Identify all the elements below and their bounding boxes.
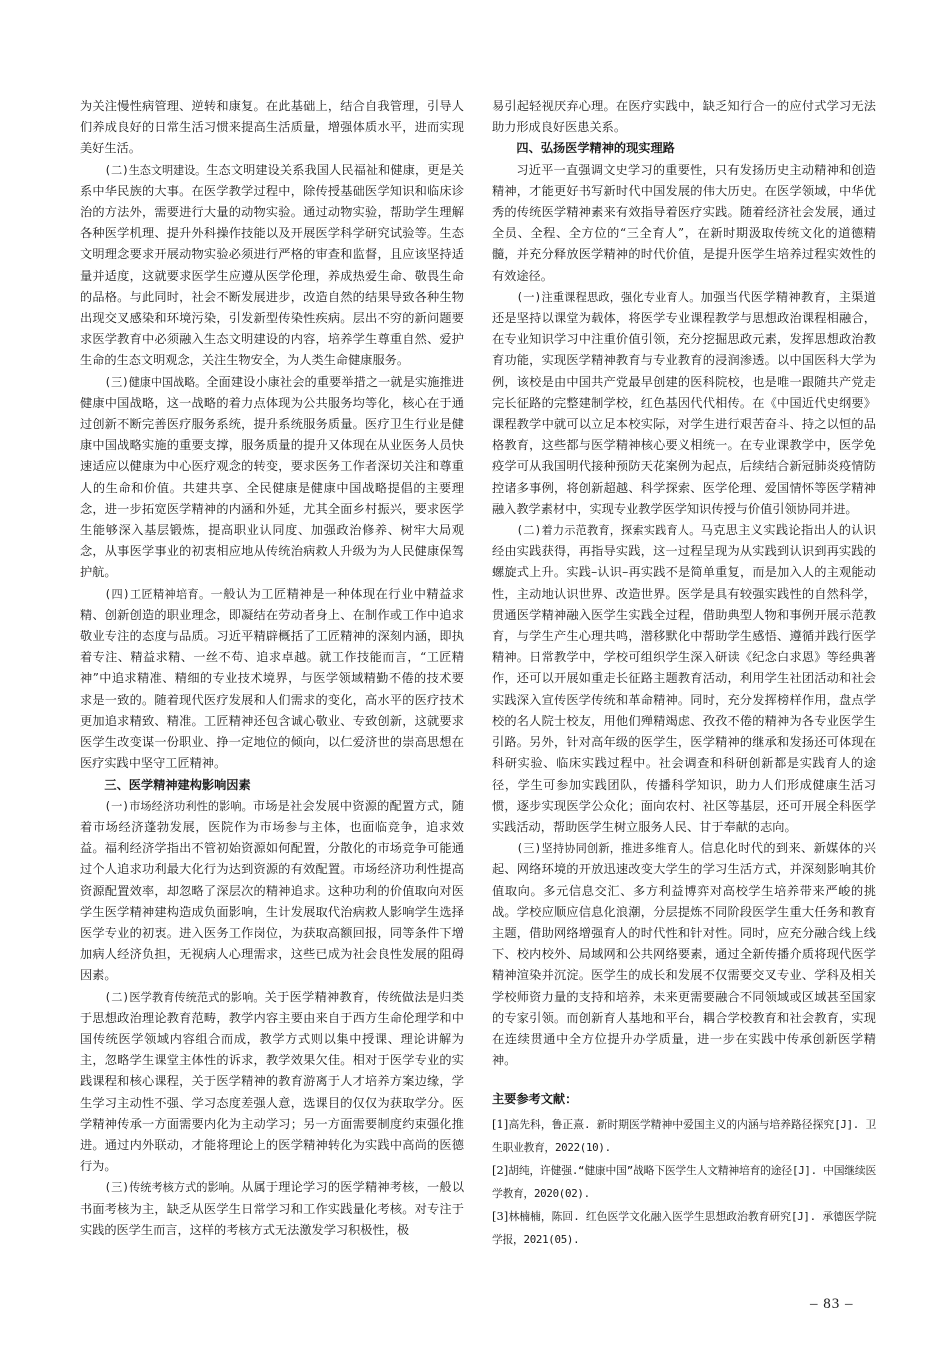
section-heading: 四、弘扬医学精神的现实理路 <box>516 141 675 156</box>
paragraph <box>80 987 464 1178</box>
reference-number: [3] <box>492 1208 509 1223</box>
paragraph-lead: (一)市场经济功利性的影响。 <box>104 799 253 813</box>
references-title: 主要参考文献： <box>492 1092 578 1107</box>
paragraph-body: 信息化时代的到来、新媒体的兴起、网络环境的开放迅速改变大学生的学习生活方式，并深刻影响其价值取向。多元信息交汇、多方利益博弈对高校学生培养带来严峻的挑战。学校应顺应信息化浪潮，分层提炼不同阶段医学生重大任务和教育主题，借助网络增强育人的时代性和针对性。同时，应充分融合线上线下、校内校外、局域网和公共网络要素，通过全新传播介质将现代医学精神渲染并沉淀。医学生的成长和发展不仅需要交叉专业、学科及相关学校师资力量的支持和培养，未来更需要融合不同领域或区域甚至国家的专家引领。而创新育人基地和平台，耦合学校教育和社会教育，实现在连续贯通中全方位提升办学质量，进一步在实践中传承创新医学精神。 <box>492 841 876 1068</box>
reference-text: 高先科，鲁正熹. 新时期医学精神中爱国主义的内涵与培养路径探究[J]. 卫生职业教育，2022(10). <box>492 1117 876 1154</box>
page-number: – 83 – <box>810 1296 854 1312</box>
paragraph: 易引起轻视厌弃心理。在医疗实践中，缺乏知行合一的应付式学习无法助力形成良好医患关系。 <box>492 99 876 135</box>
paragraph-body: 全面建设小康社会的重要举措之一就是实施推进健康中国战略，这一战略的着力点体现为公共服务均等化，核心在于通过创新不断完善医疗服务系统，提升系统服务质量。医疗卫生行业是健康中国战略实施的重要支撑，服务质量的提升又体现在从业医务人员快速适应以健康为中心医疗观念的转变，要求医务工作者深切关注和尊重人的生命和价值。共建共享、全民健康是健康中国战略提倡的主要理念，进一步拓宽医学精神的内涵和外延，尤其全面乡村振兴，要求医学生能够深入基层锻炼，提高职业认同度、加强政治修养、树牢大局观念，从事医学事业的初衷相应地从传统治病救人升级为为人民健康保驾护航。 <box>80 374 464 580</box>
reference-item <box>492 1159 876 1205</box>
paragraph <box>80 1177 464 1241</box>
reference-number: [1] <box>492 1116 509 1131</box>
paper-page <box>80 96 876 1296</box>
reference-item <box>492 1205 876 1251</box>
paragraph-body: 一般认为工匠精神是一种体现在行业中精益求精、创新创造的职业理念，即凝结在劳动者身上、在制作或工作中追求敬业专注的态度与品质。习近平精辟概括了工匠精神的深刻内涵，即执着专注、精益求精、一丝不苟、追求卓越。就工作技能而言，“工匠精神”中追求精准、精细的专业技术境界，与医学领域精勤不倦的技术要求是一致的。随着现代医疗发展和人们需求的变化，高水平的医疗技术更加追求精致、精准。工匠精神还包含诚心敬业、专致创新，这就要求医学生改变谋一份职业、挣一定地位的倾向，以仁爱济世的崇高思想在医疗实践中坚守工匠精神。 <box>80 586 464 771</box>
paragraph <box>80 160 464 372</box>
paragraph-lead: (二)医学教育传统范式的影响。 <box>104 990 265 1004</box>
paragraph-body: 马克思主义实践论指出人的认识经由实践获得，再指导实践，这一过程呈现为从实践到认识到再实践的螺旋式上升。实践–认识–再实践不是简单重复，而是加入人的主观能动性，主动地认识世界、改造世界。医学是具有较强实践性的自然科学，贯通医学精神融入医学生实践全过程，借助典型人物和事例开展示范教育，与学生产生心理共鸣，潜移默化中帮助学生感悟、遵循并践行医学精神。日常教学中，学校可组织学生深入研读《纪念白求恩》等经典著作，还可以开展如重走长征路主题教育活动，利用学生社团活动和社会实践深入宣传医学传统和革命精神。同时，充分发挥榜样作用，盘点学校的名人院士校友，用他们殚精竭虑、孜孜不倦的精神为各专业医学生引路。另外，针对高年级的医学生，医学精神的继承和发扬还可体现在科研实验、临床实践过程中。社会调查和科研创新都是实践育人的途径，学生可参加实践团队，传播科学知识，助力人们形成健康生活习惯，逐步实现医学公众化；面向农村、社区等基层，还可开展全科医学实践活动，帮助医学生树立服务人民、甘于奉献的志向。 <box>492 523 876 834</box>
left-column <box>80 96 464 1241</box>
paragraph-lead: (一)注重课程思政，强化专业育人。 <box>516 290 701 304</box>
paragraph-lead: (三)健康中国战略。 <box>104 375 207 389</box>
section-heading: 三、医学精神建构影响因素 <box>104 777 251 792</box>
paragraph: 为关注慢性病管理、逆转和康复。在此基础上，结合自我管理，引导人们养成良好的日常生活习惯来提高生活质量，增强体质水平，进而实现美好生活。 <box>80 99 464 156</box>
paragraph-body: 关于医学精神教育，传统做法是归类于思想政治理论教育范畴，教学内容主要由来自于西方生命伦理学和中国传统医学领域内容组合而成，教学方式则以集中授课、理论讲解为主，忽略学生课堂主体性的诉求，教学效果欠佳。相对于医学专业的实践课程和核心课程，关于医学精神的教育游离于人才培养方案边缘，学生学习主动性不强、学习态度差强人意，选课目的仅仅为获取学分。医学精神传承一方面需要内化为主动学习；另一方面需要制度约束强化推进。通过内外联动，才能将理论上的医学精神转化为实践中高尚的医德行为。 <box>80 989 464 1174</box>
paragraph-lead: (二)生态文明建设。 <box>104 163 207 177</box>
paragraph-lead: (三)传统考核方式的影响。 <box>104 1181 242 1195</box>
paragraph-lead: (三)坚持协同创新，推进多维育人。 <box>516 842 701 856</box>
reference-number: [2] <box>492 1162 509 1177</box>
paragraph-body: 从属于理论学习的医学精神考核，一般以书面考核为主，缺乏从医学生日常学习和工作实践量化考核。对专注于实践的医学生而言，这样的考核方式无法激发学习积极性，极 <box>80 1180 465 1237</box>
paragraph <box>492 287 876 520</box>
paragraph: 习近平一直强调文史学习的重要性，只有发扬历史主动精神和创造精神，才能更好书写新时代中国发展的伟大历史。在医学领域，中华优秀的传统医学精神素来有效指导着医疗实践。随着经济社会发展，通过全员、全程、全方位的“三全育人”，在新时期汲取传统文化的道德精髓，并充分释放医学精神的时代价值，是提升医学生培养过程实效性的有效途径。 <box>492 162 876 283</box>
reference-text: 胡纯，许健强.“健康中国”战略下医学生人文精神培育的途径[J]. 中国继续医学教育，2020(02). <box>492 1163 876 1200</box>
paragraph-body: 生态文明建设关系我国人民福祉和健康，更是关系中华民族的大事。在医学教学过程中，除传授基础医学知识和临床诊治的方法外，需要进行大量的动物实验。通过动物实验，帮助学生理解各种医学机理、提升外科操作技能以及开展医学科学研究试验等。生态文明理念要求开展动物实验必须进行严格的审查和监督，且应该坚持适量并适度，这就要求医学生应遵从医学伦理，养成热爱生命、敬畏生命的品格。与此同时，社会不断发展进步，改造自然的结果导致各种生物出现交叉感染和环境污染，引发新型传染性疾病。层出不穷的新问题要求医学教育中必须融入生态文明建设的内容，培养学生尊重自然、爱护生命的生态文明观念，关注生物安全，为人类生命健康服务。 <box>80 162 464 368</box>
paragraph <box>492 838 876 1071</box>
right-column <box>492 96 876 1251</box>
reference-item <box>492 1113 876 1159</box>
reference-text: 林楠楠，陈回. 红色医学文化融入医学生思想政治教育研究[J]. 承德医学院学报，2021(05). <box>492 1209 876 1246</box>
paragraph-lead: (四)工匠精神培育。 <box>104 587 211 601</box>
paragraph <box>492 520 876 838</box>
paragraph-body: 市场是社会发展中资源的配置方式，随着市场经济蓬勃发展，医院作为市场参与主体，也面临竞争，追求效益。福利经济学指出不管初始资源如何配置，分散化的市场竞争可能通过个人追求功利最大化行为达到资源的有效配置。市场经济功利性提高资源配置效率，却忽略了深层次的精神追求。这种功利的价值取向对医学生医学精神建构造成负面影响，生计发展取代治病救人影响学生选择医学专业的初衷。进入医务工作岗位，为获取高额回报，同等条件下增加病人经济负担，无视病人心理需求，这些已成为社会良性发展的阻碍因素。 <box>80 798 464 983</box>
paragraph-lead: (二)着力示范教育，探索实践育人。 <box>516 524 701 538</box>
paragraph-body: 加强当代医学精神教育，主渠道还是坚持以课堂为载体，将医学专业课程教学与思想政治课程相融合，在专业知识学习中注重价值引领，充分挖掘思政元素，发挥思想政治教育功能，实现医学精神教育与专业教育的浸润渗透。以中国医科大学为例，该校是由中国共产党最早创建的医科院校，也是唯一跟随共产党走完长征路的完整建制学校，红色基因代代相传。在《中国近代史纲要》课程教学中就可以立足本校实际，对学生进行艰苦奋斗、持之以恒的品格教育，这些都与医学精神核心要义相统一。在专业课教学中，医学免疫学可从我国明代接种预防天花案例为起点，后续结合新冠肺炎疫情防控诸多事例，将创新超越、科学探索、医学伦理、爱国情怀等医学精神融入教学素材中，实现专业教学医学知识传授与价值引领协同并进。 <box>492 289 876 516</box>
paragraph <box>80 796 464 987</box>
paragraph <box>80 584 464 775</box>
paragraph <box>80 372 464 584</box>
